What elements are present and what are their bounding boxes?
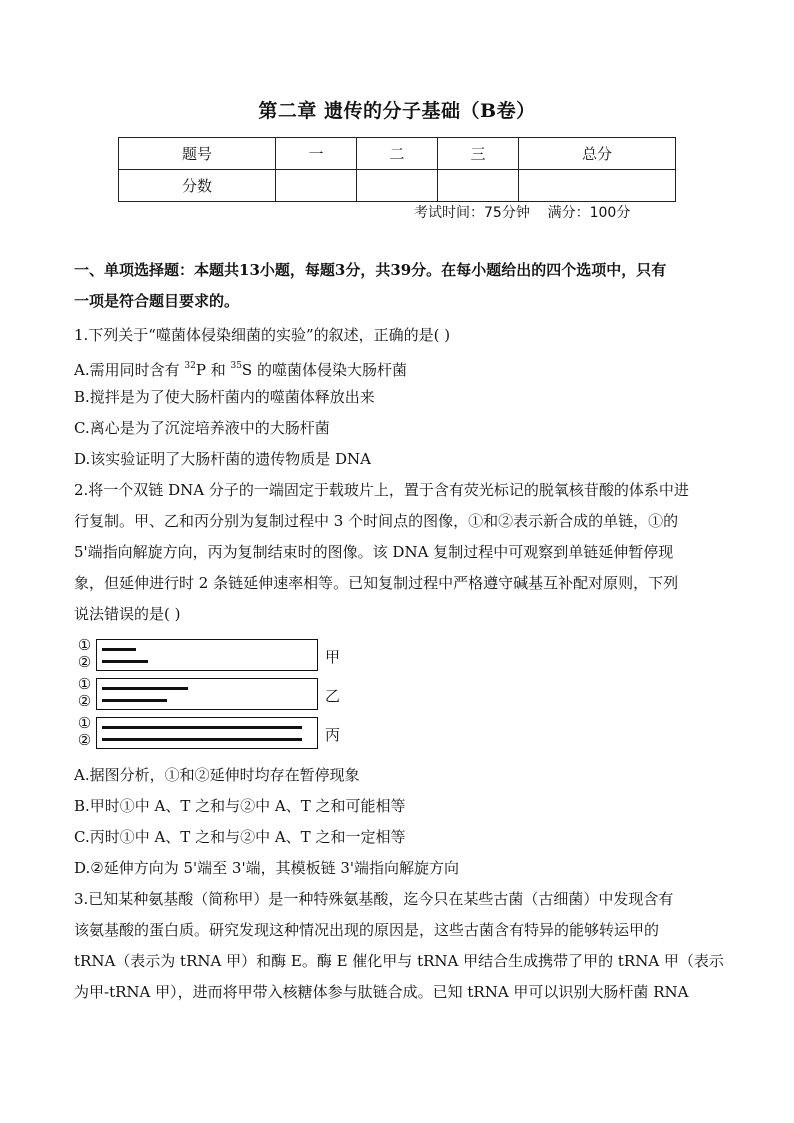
diagram-panel — [76, 675, 341, 715]
page-title: 第二章 遗传的分子基础（B卷） — [258, 100, 536, 122]
diagram-box — [96, 678, 318, 710]
q2-stem-line: 象，但延伸进行时 2 条链延伸速率相等。已知复制过程中严格遵守碱基互补配对原则，下列 — [74, 574, 679, 592]
section-heading-line: 一项是符合题目要求的。 — [74, 292, 240, 310]
q1-option-a-text: S 的噬菌体侵染大肠杆菌 — [241, 361, 407, 379]
q2-option-b: B.甲时①中 A、T 之和与②中 A、T 之和可能相等 — [74, 797, 406, 815]
q2-stem-line: 2.将一个双链 DNA 分子的一端固定于载玻片上，置于含有荧光标记的脱氧核苷酸的体系中进 — [74, 481, 689, 499]
q2-option-d: D.②延伸方向为 5'端至 3'端，其模板链 3'端指向解旋方向 — [74, 859, 460, 877]
q2-stem-line: 5'端指向解旋方向，丙为复制结束时的图像。该 DNA 复制过程中可观察到单链延伸暂停现 — [74, 543, 674, 561]
diagram-box — [96, 717, 318, 749]
score-table-header-row — [119, 138, 676, 170]
strand-2-bar — [102, 660, 148, 663]
q1-option-b: B.搅拌是为了使大肠杆菌内的噬菌体释放出来 — [74, 388, 375, 406]
isotope-superscript: 32 — [184, 361, 196, 371]
score-table-cell — [438, 170, 519, 202]
strand-1-bar — [102, 648, 136, 651]
score-table-cell: 题号 — [119, 138, 276, 170]
panel-label: 丙 — [325, 726, 341, 744]
strand-1-bar — [102, 726, 302, 729]
strand-2-bar — [102, 699, 167, 702]
diagram-panel — [76, 714, 341, 754]
q1-stem: 1.下列关于“噬菌体侵染细菌的实验”的叙述，正确的是( ) — [74, 326, 451, 344]
q3-text-line: 该氨基酸的蛋白质。研究发现这种情况出现的原因是，这些古菌含有特异的能够转运甲的 — [74, 921, 660, 939]
diagram-box — [96, 639, 318, 671]
strand-2-marker: ② — [77, 731, 92, 749]
score-table-cell: 总分 — [519, 138, 676, 170]
q1-option-d: D.该实验证明了大肠杆菌的遗传物质是 DNA — [74, 450, 372, 468]
score-table-score-row — [119, 170, 676, 202]
q3-text-line: tRNA（表示为 tRNA 甲）和酶 E。酶 E 催化甲与 tRNA 甲结合生成携带了甲的 tRNA 甲（表示 — [74, 952, 724, 970]
score-table-cell: 分数 — [119, 170, 276, 202]
score-table-cell — [275, 170, 356, 202]
exam-info: 考试时间：75分钟 满分：100分 — [414, 205, 631, 221]
strand-2-marker: ② — [77, 653, 92, 671]
strand-1-marker: ① — [77, 636, 92, 654]
q1-option-a-text: A.需用同时含有 — [74, 361, 185, 379]
score-table-cell — [356, 170, 437, 202]
q2-stem-line: 行复制。甲、乙和丙分别为复制过程中 3 个时间点的图像，①和②表示新合成的单链，①的 — [74, 512, 679, 530]
score-table-cell — [519, 170, 676, 202]
isotope-superscript: 35 — [230, 361, 242, 371]
q1-option-c: C.离心是为了沉淀培养液中的大肠杆菌 — [74, 419, 330, 437]
q2-stem-line: 说法错误的是( ) — [74, 605, 181, 623]
diagram-panel — [76, 636, 341, 676]
q2-option-c: C.丙时①中 A、T 之和与②中 A、T 之和一定相等 — [74, 828, 406, 846]
panel-label: 乙 — [325, 687, 341, 705]
strand-2-marker: ② — [77, 692, 92, 710]
strand-1-marker: ① — [77, 714, 92, 732]
score-table-cell: 三 — [438, 138, 519, 170]
section-heading — [74, 255, 724, 317]
section-heading-line: 一、单项选择题：本题共13小题，每题3分，共39分。在每小题给出的四个选项中，只有 — [74, 261, 667, 279]
score-table-cell: 二 — [356, 138, 437, 170]
q1-option-a — [74, 356, 407, 380]
strand-1-marker: ① — [77, 675, 92, 693]
score-table-cell: 一 — [275, 138, 356, 170]
score-table — [118, 137, 676, 202]
q1-option-a-text: P 和 — [195, 361, 231, 379]
q3-text-line: 3.已知某种氨基酸（简称甲）是一种特殊氨基酸，迄今只在某些古菌（古细菌）中发现含有 — [74, 890, 674, 908]
q3-text-line: 为甲-tRNA 甲），进而将甲带入核糖体参与肽链合成。已知 tRNA 甲可以识别大肠杆菌 RNA — [74, 983, 689, 1001]
q2-option-a: A.据图分析，①和②延伸时均存在暂停现象 — [74, 766, 360, 784]
panel-label: 甲 — [325, 648, 341, 666]
strand-1-bar — [102, 687, 188, 690]
strand-2-bar — [102, 738, 302, 741]
